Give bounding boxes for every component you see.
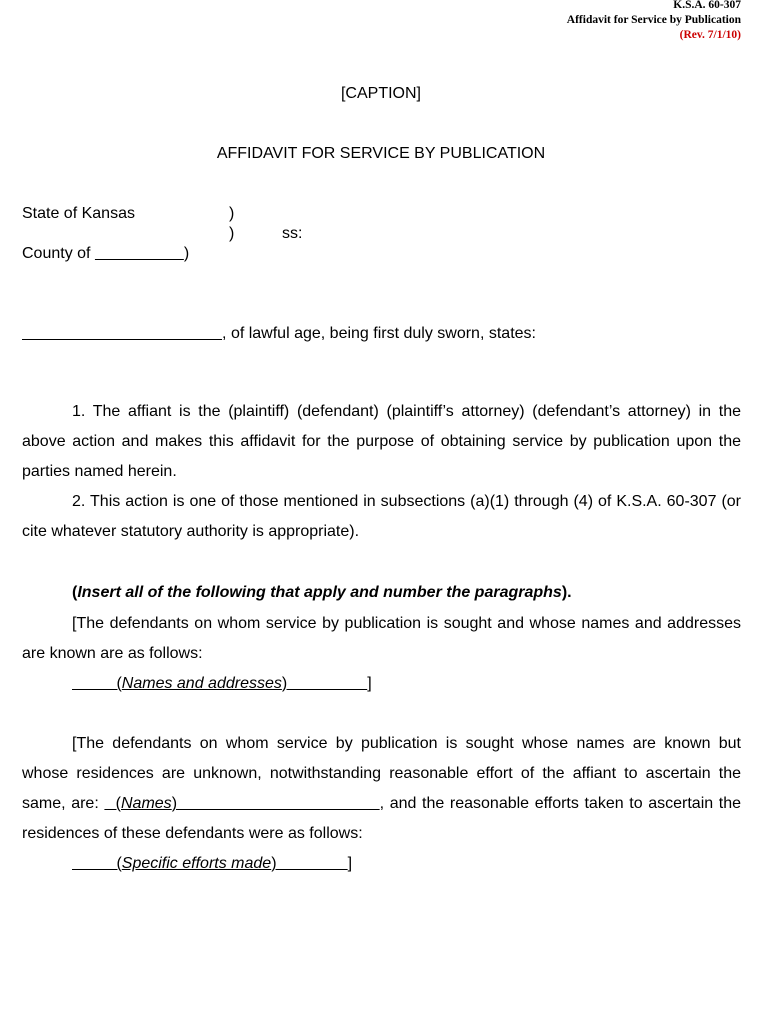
caption-placeholder: [CAPTION] <box>340 85 421 102</box>
form-header <box>567 0 741 43</box>
paragraph-2: 2. This action is one of those mentioned in subsections (a)(1) through (4) of K.S.A. 60-307 (or cite whatever statutory authority is appropriate). <box>22 493 741 540</box>
paragraph-1: 1. The affiant is the (plaintiff) (defendant) (plaintiff’s attorney) (defendant’s attorney) in the above action and makes this affidavit for the purpose of obtaining service by publication upon the parties named herein. <box>22 403 741 480</box>
known-defendants-paragraph: [The defendants on whom service by publication is sought and whose names and addresses are known are as follows: <box>22 615 741 662</box>
form-title: Affidavit for Service by Publication <box>566 14 741 26</box>
names-field[interactable]: (Names) <box>104 795 380 812</box>
county-label: County of ) <box>22 245 190 262</box>
state-label: State of Kansas <box>22 205 135 222</box>
oath-statement: , of lawful age, being first duly sworn, states: <box>22 325 536 343</box>
names-addresses-field[interactable]: (Names and addresses) ] <box>72 675 372 692</box>
county-blank[interactable] <box>95 245 184 262</box>
revision-date: (Rev. 7/1/10) <box>679 29 741 41</box>
affiant-name-blank[interactable] <box>22 325 222 342</box>
ss-label: ss: <box>282 225 303 242</box>
statute-reference: K.S.A. 60-307 <box>673 0 741 11</box>
venue-paren: ) <box>229 225 235 242</box>
unknown-residences-paragraph: [The defendants on whom service by publication is sought whose names are known but whose residences are unknown, notwithstanding reasonable effort of the affiant to ascertain the same, are: (Names) , and the reasonable efforts taken to ascertain the residences of these defendants were as follows: <box>22 735 742 842</box>
specific-efforts-field[interactable]: (Specific efforts made) ] <box>72 855 353 872</box>
instruction-line: (Insert all of the following that apply and number the paragraphs). <box>72 584 572 601</box>
venue-paren: ) <box>229 205 235 222</box>
document-title: AFFIDAVIT FOR SERVICE BY PUBLICATION <box>216 145 546 162</box>
